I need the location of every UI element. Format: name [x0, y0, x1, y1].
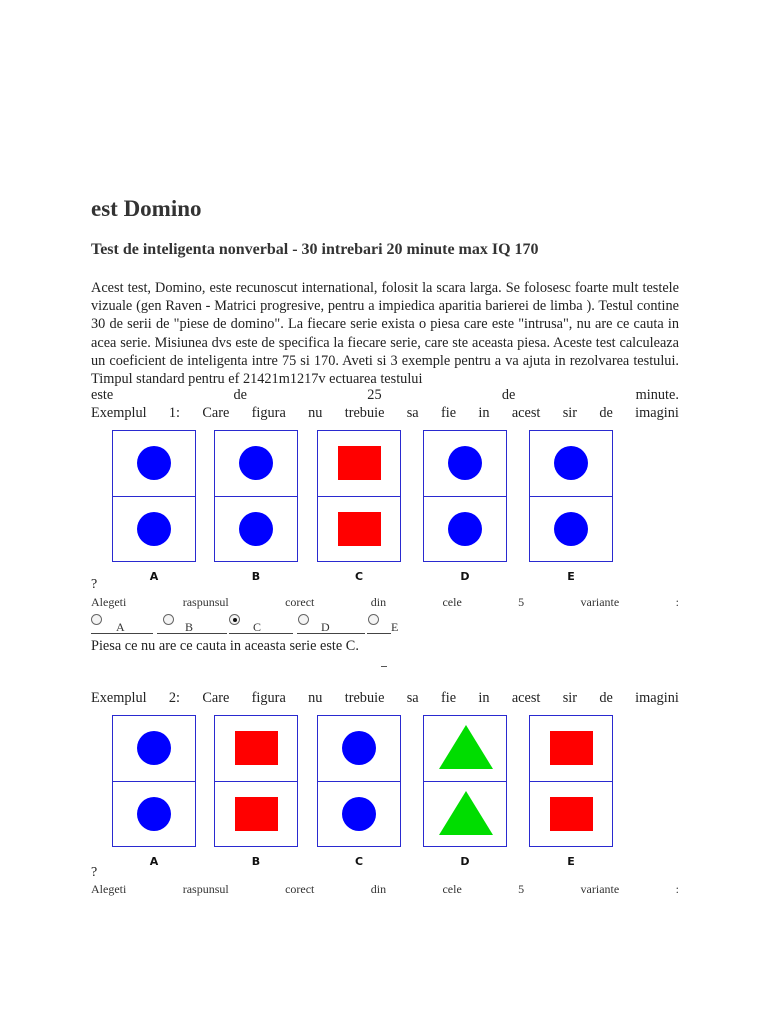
circle-shape-bottom	[554, 512, 588, 546]
choose-word: raspunsul	[182, 595, 229, 609]
example1-result: Piesa ce nu are ce cauta in aceasta serie este C.	[91, 638, 359, 654]
choose-word: cele	[442, 595, 462, 609]
duration-word: de	[501, 387, 516, 403]
question-word: acest	[511, 690, 541, 706]
duration-word: de	[233, 387, 248, 403]
question-word: fie	[440, 690, 457, 706]
question-word: imagini	[635, 690, 679, 706]
domino-divider	[113, 781, 195, 782]
domino-piece-a	[112, 430, 196, 562]
question-word: Exemplul	[91, 690, 147, 706]
square-shape-bottom	[235, 797, 278, 831]
domino-divider	[318, 496, 400, 497]
domino-label-d: D	[460, 570, 470, 583]
duration-word: 25	[367, 387, 382, 403]
domino-divider	[318, 781, 400, 782]
choose-word: corect	[285, 882, 315, 896]
example1-choose-line	[91, 595, 679, 613]
choose-word: Alegeti	[91, 882, 127, 896]
question-word: trebuie	[344, 405, 385, 421]
question-word: Care	[202, 690, 230, 706]
example1-answer-options	[91, 614, 421, 634]
circle-shape-bottom	[448, 512, 482, 546]
domino-divider	[215, 781, 297, 782]
domino-label-a: A	[149, 570, 159, 583]
domino-divider	[530, 496, 612, 497]
circle-shape-bottom	[342, 797, 376, 831]
question-word: trebuie	[344, 690, 385, 706]
test-duration-line	[91, 387, 679, 405]
domino-label-c: C	[354, 570, 364, 583]
question-word: acest	[511, 405, 541, 421]
question-word: in	[478, 690, 490, 706]
domino-divider	[215, 496, 297, 497]
square-shape-top	[338, 446, 381, 480]
domino-piece-c	[317, 430, 401, 562]
example2-question-mark: ?	[91, 865, 98, 880]
domino-piece-a	[112, 715, 196, 847]
domino-piece-c	[317, 715, 401, 847]
choose-word: variante	[580, 595, 620, 609]
question-word: in	[478, 405, 490, 421]
domino-label-c: C	[354, 855, 364, 868]
question-word: fie	[440, 405, 457, 421]
duration-word: minute.	[635, 387, 679, 403]
example2-question	[91, 690, 679, 708]
choose-word: raspunsul	[182, 882, 229, 896]
question-word: nu	[308, 690, 323, 706]
example1-question	[91, 405, 679, 423]
question-word: sa	[406, 690, 419, 706]
circle-shape-top	[239, 446, 273, 480]
question-word: sir	[562, 690, 578, 706]
question-word: de	[599, 405, 613, 421]
choose-word: 5	[518, 882, 525, 896]
choose-word: Alegeti	[91, 595, 127, 609]
question-word: Care	[202, 405, 230, 421]
option-label-a: A	[116, 620, 125, 634]
circle-shape-top	[137, 731, 171, 765]
choose-word: corect	[285, 595, 315, 609]
domino-label-e: E	[567, 855, 575, 868]
square-shape-top	[550, 731, 593, 765]
option-label-d: D	[321, 620, 330, 634]
choose-word: cele	[442, 882, 462, 896]
option-label-c: C	[253, 620, 262, 634]
question-word: Exemplul	[91, 405, 147, 421]
domino-piece-d	[423, 430, 507, 562]
domino-divider	[113, 496, 195, 497]
choose-word: din	[370, 882, 387, 896]
page-subtitle: Test de inteligenta nonverbal - 30 intrebari 20 minute max IQ 170	[91, 241, 539, 258]
circle-shape-top	[448, 446, 482, 480]
question-word: sir	[562, 405, 578, 421]
circle-shape-top	[137, 446, 171, 480]
question-word: sa	[406, 405, 419, 421]
circle-shape-top	[554, 446, 588, 480]
domino-divider	[424, 496, 506, 497]
choose-word: :	[675, 882, 679, 896]
answer-blank	[297, 620, 365, 634]
circle-shape-bottom	[137, 797, 171, 831]
domino-piece-d	[423, 715, 507, 847]
domino-piece-b	[214, 430, 298, 562]
option-label-e: E	[391, 620, 399, 634]
square-shape-bottom	[550, 797, 593, 831]
square-shape-bottom	[338, 512, 381, 546]
intro-paragraph: Acest test, Domino, este recunoscut international, folosit la scara larga. Se folosesc foarte mult testele vizuale (gen Raven - Matrici progresive, pentru a impiedica aparitia barierei de limba ). Testul contine 30 de serii de "piese de domino". La fiecare serie exista o piesa care este "intrusa", nu are ce cauta in acea serie. Misiunea dvs este de specifica la fiecare serie, care ste aceasta piesa. Aceste test calculeaza un coeficient de inteligenta intre 75 si 170. Aveti si 3 exemple pentru a va ajuta in rezolvarea testului. Timpul standard pentru ef 21421m1217v ectuarea testului	[91, 280, 679, 388]
separator-dash	[381, 666, 387, 667]
page-title: est Domino	[91, 196, 202, 221]
circle-shape-bottom	[137, 512, 171, 546]
choose-word: variante	[580, 882, 620, 896]
question-word: imagini	[635, 405, 679, 421]
circle-shape-top	[342, 731, 376, 765]
option-label-b: B	[185, 620, 194, 634]
triangle-shape-top	[439, 725, 493, 769]
domino-label-e: E	[567, 570, 575, 583]
example2-choose-line	[91, 882, 679, 900]
question-word: 1:	[168, 405, 181, 421]
duration-word: este	[91, 387, 114, 403]
question-word: 2:	[168, 690, 181, 706]
domino-divider	[424, 781, 506, 782]
domino-piece-e	[529, 715, 613, 847]
triangle-shape-bottom	[439, 791, 493, 835]
square-shape-top	[235, 731, 278, 765]
choose-word: :	[675, 595, 679, 609]
domino-piece-b	[214, 715, 298, 847]
question-word: nu	[308, 405, 323, 421]
question-word: de	[599, 690, 613, 706]
domino-label-d: D	[460, 855, 470, 868]
domino-label-b: B	[251, 855, 261, 868]
choose-word: din	[370, 595, 387, 609]
domino-label-a: A	[149, 855, 159, 868]
question-word: figura	[251, 690, 286, 706]
domino-piece-e	[529, 430, 613, 562]
domino-divider	[530, 781, 612, 782]
circle-shape-bottom	[239, 512, 273, 546]
example1-question-mark: ?	[91, 577, 98, 592]
choose-word: 5	[518, 595, 525, 609]
answer-blank	[367, 620, 391, 634]
question-word: figura	[251, 405, 286, 421]
domino-label-b: B	[251, 570, 261, 583]
